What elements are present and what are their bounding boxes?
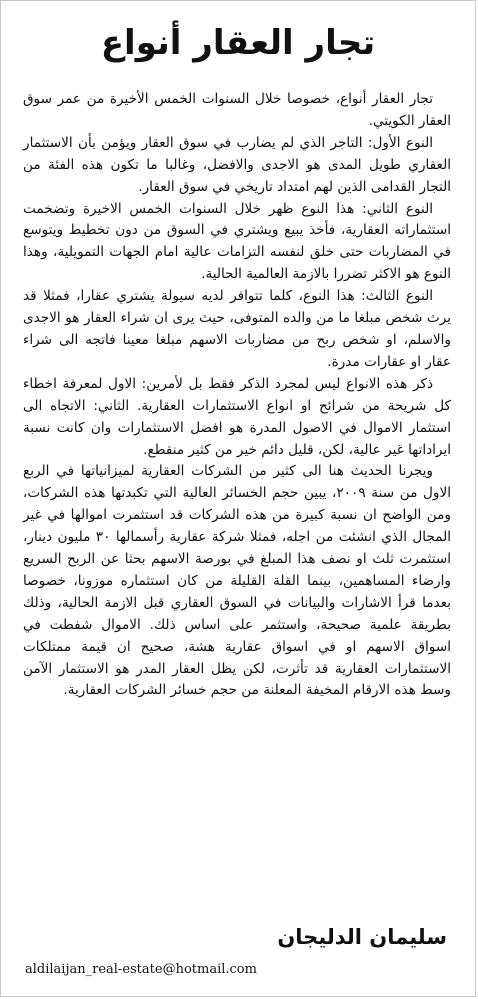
paragraph-companies: ويجرنا الحديث هنا الى كثير من الشركات العقارية لميزانياتها في الربع الاول من سنة ٢٠٠٩، يبين حجم الخسائر العالية التي تكبدتها هذه الشركات، ومن الواضح ان نسبة كبيرة من هذه الشركات قد استثمرت اموالها في غير المجال الذي انشئت من اجله، فمثلا شركة عقارية رأسمالها ٣٠ مليون دينار، استثمرت ثلث او نصف هذا المبلغ في بورصة الاسهم بحثا عن الربح السريع وارضاء المساهمين، بينما القلة القليلة من كان استثماره موزونا، خصوصا بعدما قرأ الاشارات والبيانات في السوق العقاري قبل الازمة الحالية، وذلك بطريقة علمية صحيحة، واستثمر على اساس ذلك. الاموال شفطت في اسواق الاسهم او في اسواق عقارية هشة، صحيح ان قيمة ممتلكات الاستثمارات العقارية قد تأثرت، لكن يظل العقار المدر هو الاستثمار الآمن وسط هذه الارقام المخيفة المعلنة من حجم خسائر الشركات العقارية. — [23, 463, 452, 699]
paragraph-intro: تجار العقار أنواع، خصوصا خلال السنوات الخمس الأخيرة من عمر سوق العقار الكويتي. — [23, 91, 451, 129]
article-title: تجار العقار أنواع — [100, 23, 376, 63]
article-body — [23, 89, 451, 702]
author-email: aldilaijan_real-estate@hotmail.com — [25, 962, 257, 977]
paragraph-type-one: النوع الأول: التاجر الذي لم يضارب في سوق العقار ويؤمن بأن الاستثمار العقاري طويل المدى هو الاجدى والافضل، وغالبا ما تكون هذه الفئة من التجار القدامى الذين لهم امتداد تاريخي في سوق العقار. — [23, 134, 451, 195]
paragraph-type-two: النوع الثاني: هذا النوع ظهر خلال السنوات الخمس الاخيرة وتضخمت استثماراته العقارية، فأخذ يبيع ويشتري في السوق من دون تخطيط ويتوسع في المضاربات حتى خلق لنفسه التزامات عالية امام الجهات التمويلية، وهذا النوع هو الاكثر تضررا بالازمة العالمية الحالية. — [23, 200, 451, 283]
paragraph-reasons: ذكر هذه الانواع ليس لمجرد الذكر فقط بل لأمرين: الاول لمعرفة اخطاء كل شريحة من شرائح او انواع الاستثمارات العقارية. الثاني: الاتجاه الى استثمار الاموال في الاصول المدرة هو افضل الاستثمارات وان كانت نسبة ايراداتها غير عالية، لكن، قليل دائم خير من كثير منقطع. — [23, 375, 451, 458]
paragraph-type-three: النوع الثالث: هذا النوع، كلما تتوافر لديه سيولة يشتري عقارا، فمثلا قد يرث شخص مبلغا ما من والده المتوفى، حيث يرى ان شراء العقار هو الاجدى والاسلم، او شخص ربح من مضاربات الاسهم مبلغا معينا فاتجه الى شراء عقار او عقارات مدرة. — [23, 288, 451, 370]
author-name: سليمان الدليجان — [277, 925, 447, 949]
